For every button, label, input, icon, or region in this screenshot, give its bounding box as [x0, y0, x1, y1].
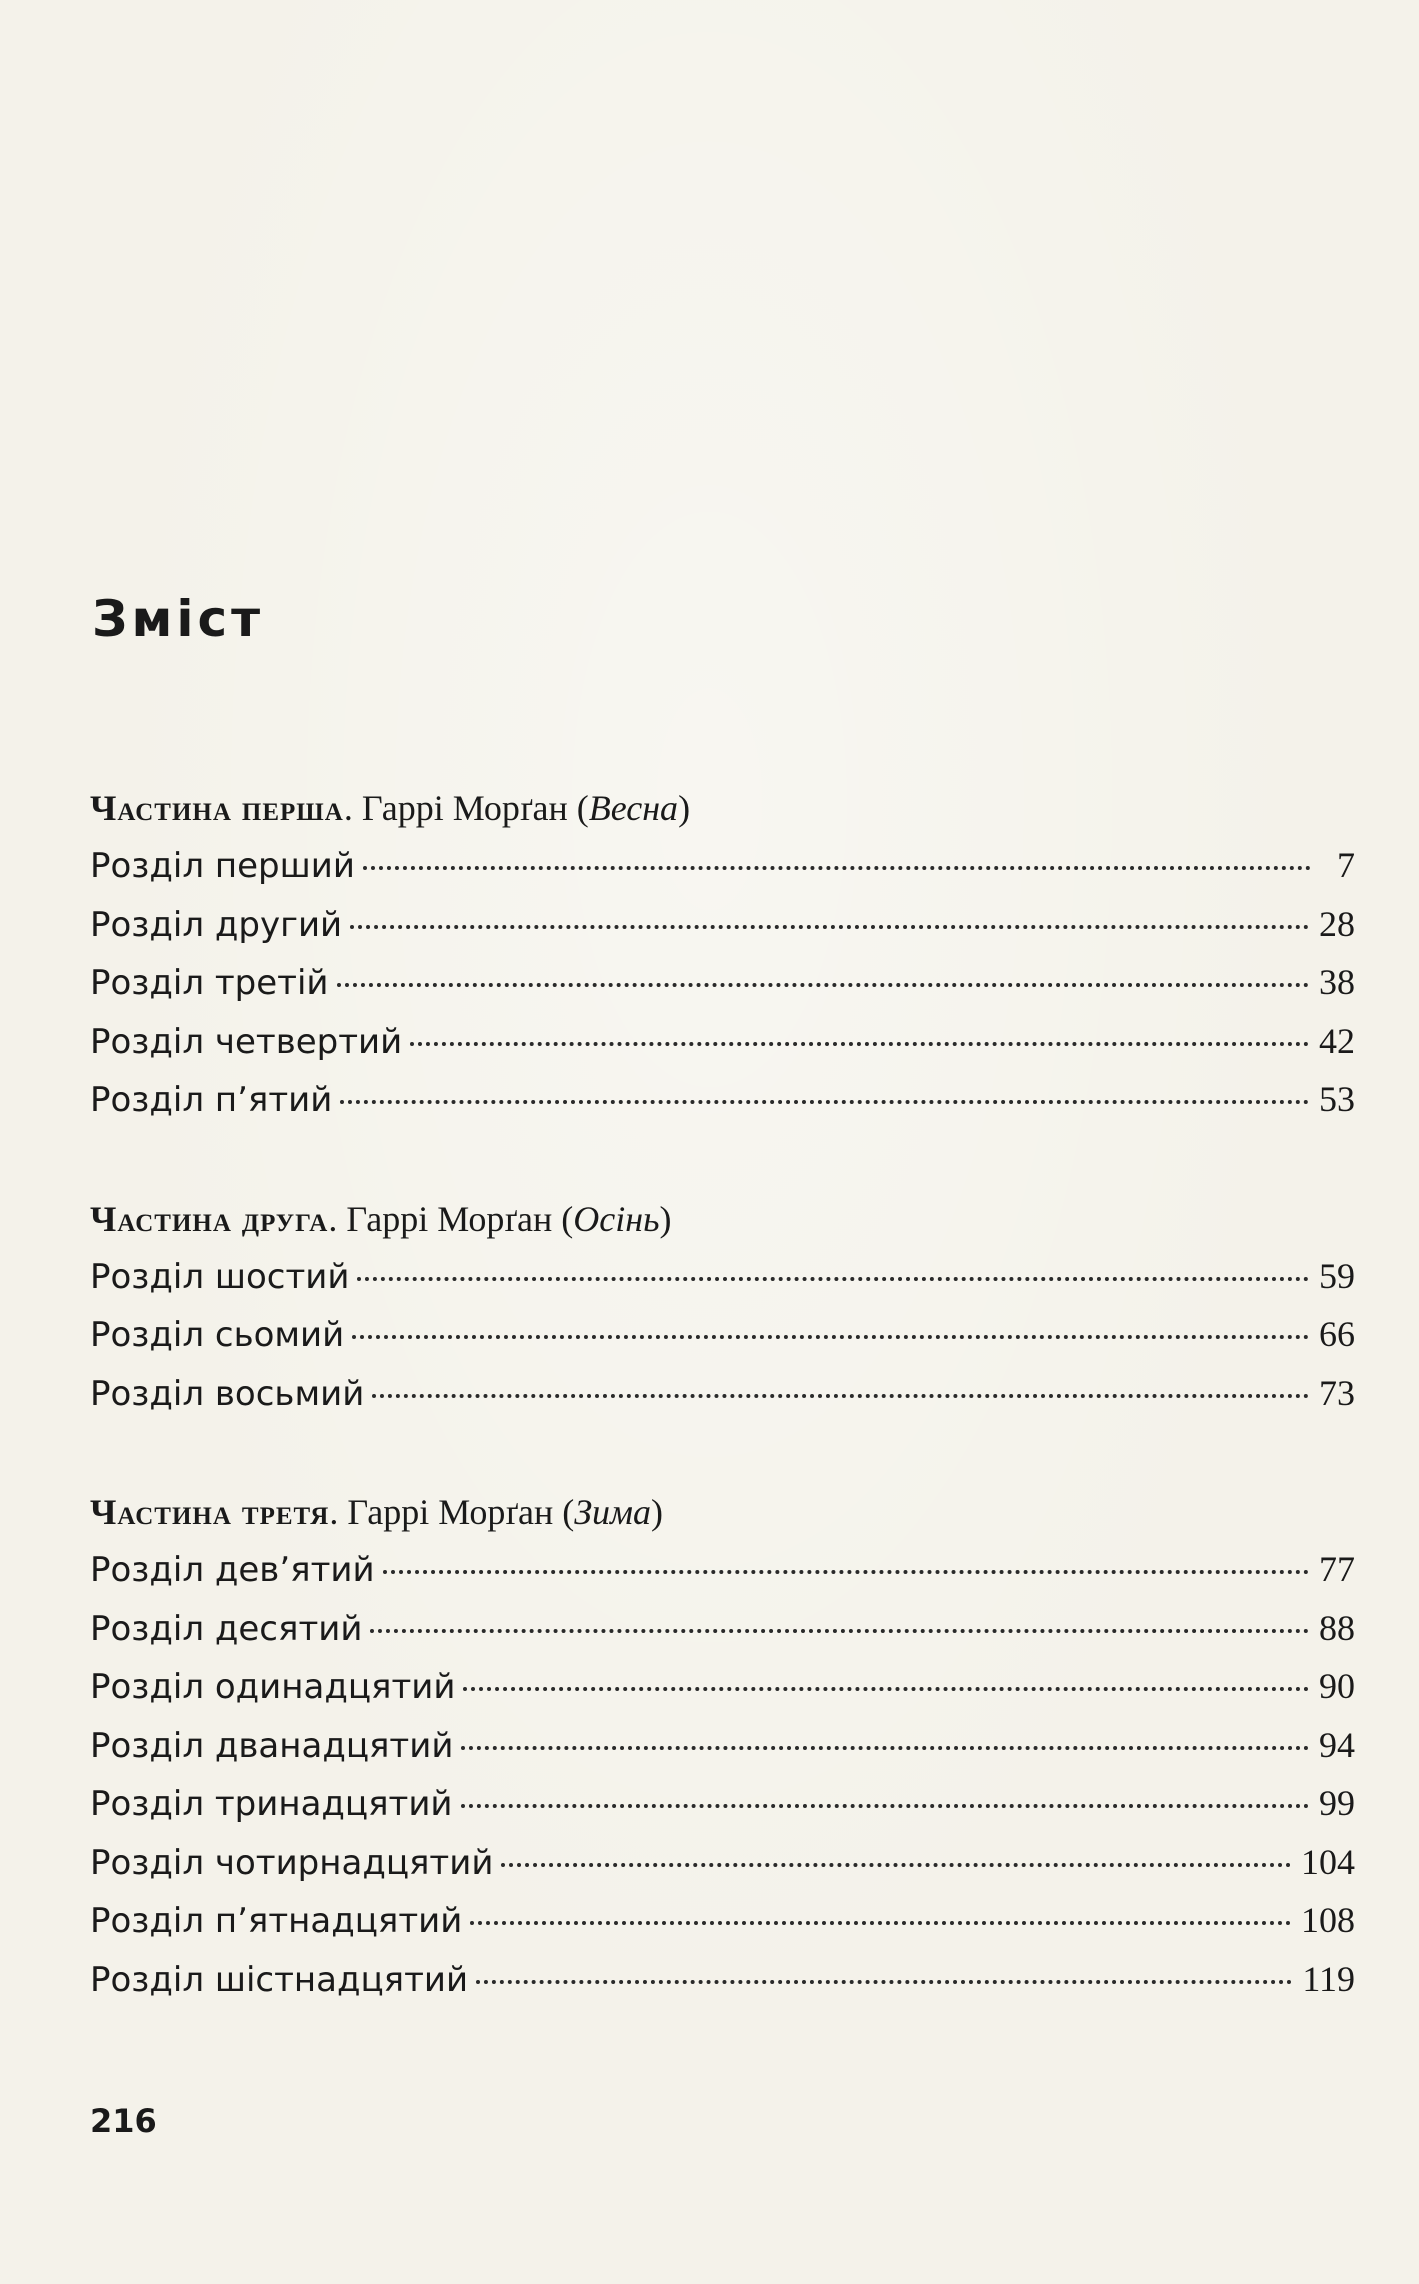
page-number: 216 [90, 2102, 157, 2140]
toc-entry[interactable] [90, 1950, 1355, 2009]
chapter-page-number: 7 [1337, 845, 1355, 885]
chapter-page-number: 77 [1319, 1549, 1355, 1589]
chapter-title: Розділ четвертий [90, 1021, 403, 1062]
chapter-page-number: 108 [1301, 1900, 1355, 1940]
chapter-title: Розділ чотирнадцятий [90, 1842, 494, 1883]
chapter-title: Розділ сьомий [90, 1315, 345, 1355]
dot-leader [340, 1100, 1309, 1104]
section-gap [90, 1422, 1355, 1484]
chapter-title: Розділ тринадцятий [90, 1784, 453, 1824]
table-of-contents [90, 780, 1355, 2008]
dot-leader [501, 1863, 1291, 1867]
chapter-page-number: 99 [1319, 1783, 1355, 1823]
part-season: Зима [574, 1492, 652, 1532]
toc-entry[interactable] [90, 1833, 1355, 1892]
toc-entry[interactable] [90, 895, 1355, 954]
chapter-title: Розділ п’ятнадцятий [90, 1901, 463, 1941]
chapter-title: Розділ дев’ятий [90, 1550, 375, 1590]
chapter-page-number: 88 [1319, 1607, 1355, 1648]
part-author: Гаррі Морґан [361, 788, 568, 828]
chapter-title: Розділ третій [90, 963, 329, 1003]
toc-entry[interactable] [90, 836, 1355, 895]
chapter-title: Розділ перший [90, 846, 355, 886]
chapter-page-number: 119 [1302, 1958, 1355, 1999]
chapter-title: Розділ восьмий [90, 1373, 365, 1414]
toc-entry[interactable] [90, 1599, 1355, 1658]
part-label: Частина друга [90, 1198, 329, 1239]
section-gap [90, 1129, 1355, 1191]
dot-leader [410, 1042, 1309, 1046]
dot-leader [476, 1980, 1292, 1984]
toc-entry[interactable] [90, 1774, 1355, 1833]
chapter-page-number: 90 [1319, 1666, 1355, 1706]
chapter-page-number: 94 [1319, 1724, 1355, 1765]
chapter-page-number: 28 [1319, 903, 1355, 944]
part-author: Гаррі Морґан [346, 1198, 553, 1239]
chapter-title: Розділ одинадцятий [90, 1667, 456, 1707]
dot-leader [357, 1277, 1309, 1281]
dot-leader [461, 1804, 1309, 1808]
part-label: Частина третя [90, 1492, 330, 1532]
part-label: Частина перша [90, 788, 344, 828]
chapter-page-number: 53 [1319, 1079, 1355, 1119]
dot-leader [363, 866, 1311, 870]
chapter-page-number: 66 [1319, 1314, 1355, 1354]
part-title: Частина друга. Гаррі Морґан (Осінь) [90, 1198, 672, 1239]
part-season: Осінь [573, 1198, 660, 1239]
chapter-page-number: 73 [1319, 1372, 1355, 1413]
dot-leader [463, 1687, 1309, 1691]
part-author: Гаррі Морґан [347, 1492, 554, 1532]
chapter-page-number: 42 [1319, 1020, 1355, 1061]
toc-entry[interactable] [90, 1657, 1355, 1716]
toc-heading: Зміст [92, 590, 265, 648]
dot-leader [352, 1335, 1309, 1339]
dot-leader [350, 925, 1309, 929]
dot-leader [372, 1394, 1309, 1398]
toc-entry[interactable] [90, 1012, 1355, 1071]
dot-leader [337, 983, 1309, 987]
toc-entry[interactable] [90, 1247, 1355, 1306]
part-title: Частина третя. Гаррі Морґан (Зима) [90, 1492, 664, 1532]
toc-entry[interactable] [90, 953, 1355, 1012]
chapter-title: Розділ десятий [90, 1608, 363, 1649]
toc-entry[interactable] [90, 1540, 1355, 1599]
dot-leader [370, 1629, 1309, 1633]
chapter-title: Розділ п’ятий [90, 1080, 333, 1120]
dot-leader [383, 1570, 1309, 1574]
part-season: Весна [588, 788, 679, 828]
chapter-page-number: 104 [1301, 1841, 1355, 1882]
toc-entry[interactable] [90, 1364, 1355, 1423]
chapter-title: Розділ шостий [90, 1256, 350, 1297]
chapter-title: Розділ другий [90, 904, 343, 945]
chapter-title: Розділ дванадцятий [90, 1725, 454, 1766]
dot-leader [461, 1746, 1309, 1750]
chapter-title: Розділ шістнадцятий [90, 1959, 469, 2000]
dot-leader [470, 1921, 1291, 1925]
toc-entry[interactable] [90, 1305, 1355, 1364]
part-title: Частина перша. Гаррі Морґан (Весна) [90, 788, 691, 828]
toc-entry[interactable] [90, 1070, 1355, 1129]
chapter-page-number: 59 [1319, 1255, 1355, 1296]
toc-entry[interactable] [90, 1891, 1355, 1950]
chapter-page-number: 38 [1319, 962, 1355, 1002]
toc-entry[interactable] [90, 1716, 1355, 1775]
